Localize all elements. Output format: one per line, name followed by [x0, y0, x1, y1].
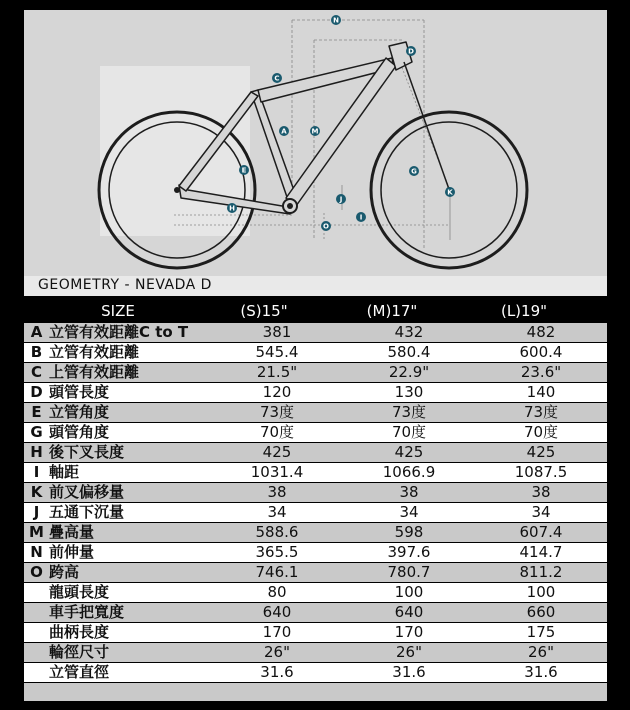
value-m: 425 — [343, 443, 475, 463]
row-label: 前叉偏移量 — [49, 483, 211, 503]
value-l: 34 — [475, 503, 607, 523]
value-m: 397.6 — [343, 543, 475, 563]
table-row — [24, 523, 607, 543]
table-row — [24, 343, 607, 363]
value-l: 73度 — [475, 403, 607, 423]
row-label: 五通下沉量 — [49, 503, 211, 523]
value-m: 780.7 — [343, 563, 475, 583]
row-label: 跨高 — [49, 563, 211, 583]
size-l-header: (L)19" — [500, 302, 548, 320]
size-header-row — [24, 300, 607, 322]
value-m: 580.4 — [343, 343, 475, 363]
value-l: 660 — [475, 603, 607, 623]
size-s-header: (S)15" — [240, 302, 288, 320]
table-row — [24, 663, 607, 683]
table-row — [24, 543, 607, 563]
value-s: 381 — [211, 323, 343, 343]
value-s: 746.1 — [211, 563, 343, 583]
row-label: 立管有效距離C to T — [49, 323, 211, 343]
geometry-title: GEOMETRY - NEVADA D — [38, 277, 212, 293]
marker-o — [321, 221, 331, 231]
marker-h — [227, 203, 237, 213]
value-s: 31.6 — [211, 663, 343, 683]
row-letter: B — [24, 343, 49, 363]
table-row — [24, 463, 607, 483]
table-row — [24, 583, 607, 603]
value-m: 38 — [343, 483, 475, 503]
svg-text:N: N — [333, 16, 339, 25]
row-label: 立管有效距離 — [49, 343, 211, 363]
value-l: 482 — [475, 323, 607, 343]
value-m: 34 — [343, 503, 475, 523]
value-m: 130 — [343, 383, 475, 403]
value-s: 365.5 — [211, 543, 343, 563]
value-s: 545.4 — [211, 343, 343, 363]
value-s: 80 — [211, 583, 343, 603]
svg-text:J: J — [339, 195, 343, 204]
marker-d — [406, 46, 416, 56]
marker-j — [336, 194, 346, 204]
value-s: 1031.4 — [211, 463, 343, 483]
marker-n — [331, 15, 341, 25]
row-letter: N — [24, 543, 49, 563]
value-s: 588.6 — [211, 523, 343, 543]
marker-k — [445, 187, 455, 197]
table-row — [24, 443, 607, 463]
row-label: 頭管角度 — [49, 423, 211, 443]
svg-text:D: D — [408, 47, 414, 56]
row-label: 車手把寬度 — [49, 603, 211, 623]
value-m: 22.9" — [343, 363, 475, 383]
size-column-header: SIZE — [101, 302, 135, 320]
geometry-table — [24, 323, 607, 683]
value-l: 600.4 — [475, 343, 607, 363]
value-l: 70度 — [475, 423, 607, 443]
marker-m — [310, 126, 320, 136]
row-label: 龍頭長度 — [49, 583, 211, 603]
value-l: 175 — [475, 623, 607, 643]
value-l: 1087.5 — [475, 463, 607, 483]
table-row — [24, 483, 607, 503]
value-s: 21.5" — [211, 363, 343, 383]
row-letter: G — [24, 423, 49, 443]
value-m: 26" — [343, 643, 475, 663]
value-s: 120 — [211, 383, 343, 403]
table-row — [24, 423, 607, 443]
svg-text:C: C — [274, 74, 280, 83]
table-row — [24, 323, 607, 343]
marker-e — [239, 165, 249, 175]
table-row — [24, 383, 607, 403]
svg-text:K: K — [447, 188, 453, 197]
row-letter: K — [24, 483, 49, 503]
row-letter: A — [24, 323, 49, 343]
value-l: 26" — [475, 643, 607, 663]
row-label: 輪徑尺寸 — [49, 643, 211, 663]
table-row — [24, 563, 607, 583]
value-m: 100 — [343, 583, 475, 603]
marker-i — [356, 212, 366, 222]
marker-g — [409, 166, 419, 176]
value-s: 38 — [211, 483, 343, 503]
value-m: 170 — [343, 623, 475, 643]
row-letter: C — [24, 363, 49, 383]
row-letter — [24, 643, 49, 663]
value-l: 23.6" — [475, 363, 607, 383]
row-letter — [24, 623, 49, 643]
svg-text:E: E — [241, 166, 247, 175]
svg-text:I: I — [359, 213, 363, 222]
row-letter — [24, 583, 49, 603]
row-letter: D — [24, 383, 49, 403]
value-m: 1066.9 — [343, 463, 475, 483]
bike-geometry-diagram — [24, 10, 607, 276]
value-s: 640 — [211, 603, 343, 623]
row-letter: H — [24, 443, 49, 463]
svg-text:O: O — [323, 222, 329, 231]
value-s: 70度 — [211, 423, 343, 443]
value-l: 38 — [475, 483, 607, 503]
row-label: 立管角度 — [49, 403, 211, 423]
marker-c — [272, 73, 282, 83]
table-row — [24, 403, 607, 423]
value-s: 26" — [211, 643, 343, 663]
value-m: 640 — [343, 603, 475, 623]
row-letter: J — [24, 503, 49, 523]
table-row — [24, 643, 607, 663]
row-label: 軸距 — [49, 463, 211, 483]
table-row — [24, 503, 607, 523]
value-s: 170 — [211, 623, 343, 643]
value-s: 425 — [211, 443, 343, 463]
row-letter: I — [24, 463, 49, 483]
row-label: 上管有效距離 — [49, 363, 211, 383]
row-letter: M — [24, 523, 49, 543]
value-l: 140 — [475, 383, 607, 403]
table-row — [24, 363, 607, 383]
value-l: 607.4 — [475, 523, 607, 543]
table-row — [24, 623, 607, 643]
row-label: 頭管長度 — [49, 383, 211, 403]
value-m: 70度 — [343, 423, 475, 443]
row-letter — [24, 663, 49, 683]
value-m: 432 — [343, 323, 475, 343]
row-letter — [24, 603, 49, 623]
value-l: 425 — [475, 443, 607, 463]
row-label: 疊高量 — [49, 523, 211, 543]
row-label: 後下叉長度 — [49, 443, 211, 463]
value-s: 34 — [211, 503, 343, 523]
row-label: 前伸量 — [49, 543, 211, 563]
row-letter: O — [24, 563, 49, 583]
value-m: 31.6 — [343, 663, 475, 683]
value-s: 73度 — [211, 403, 343, 423]
svg-text:M: M — [311, 127, 319, 136]
table-row — [24, 603, 607, 623]
row-label: 曲柄長度 — [49, 623, 211, 643]
value-m: 598 — [343, 523, 475, 543]
table-footer-bar — [24, 683, 607, 701]
value-l: 31.6 — [475, 663, 607, 683]
bike-frame-illustration — [24, 10, 607, 276]
size-m-header: (M)17" — [366, 302, 418, 320]
row-letter: E — [24, 403, 49, 423]
svg-text:A: A — [281, 127, 287, 136]
svg-text:G: G — [411, 167, 417, 176]
value-l: 811.2 — [475, 563, 607, 583]
row-label: 立管直徑 — [49, 663, 211, 683]
value-m: 73度 — [343, 403, 475, 423]
value-l: 414.7 — [475, 543, 607, 563]
svg-text:H: H — [229, 204, 235, 213]
marker-a — [279, 126, 289, 136]
geometry-title-bar — [24, 276, 607, 296]
value-l: 100 — [475, 583, 607, 603]
